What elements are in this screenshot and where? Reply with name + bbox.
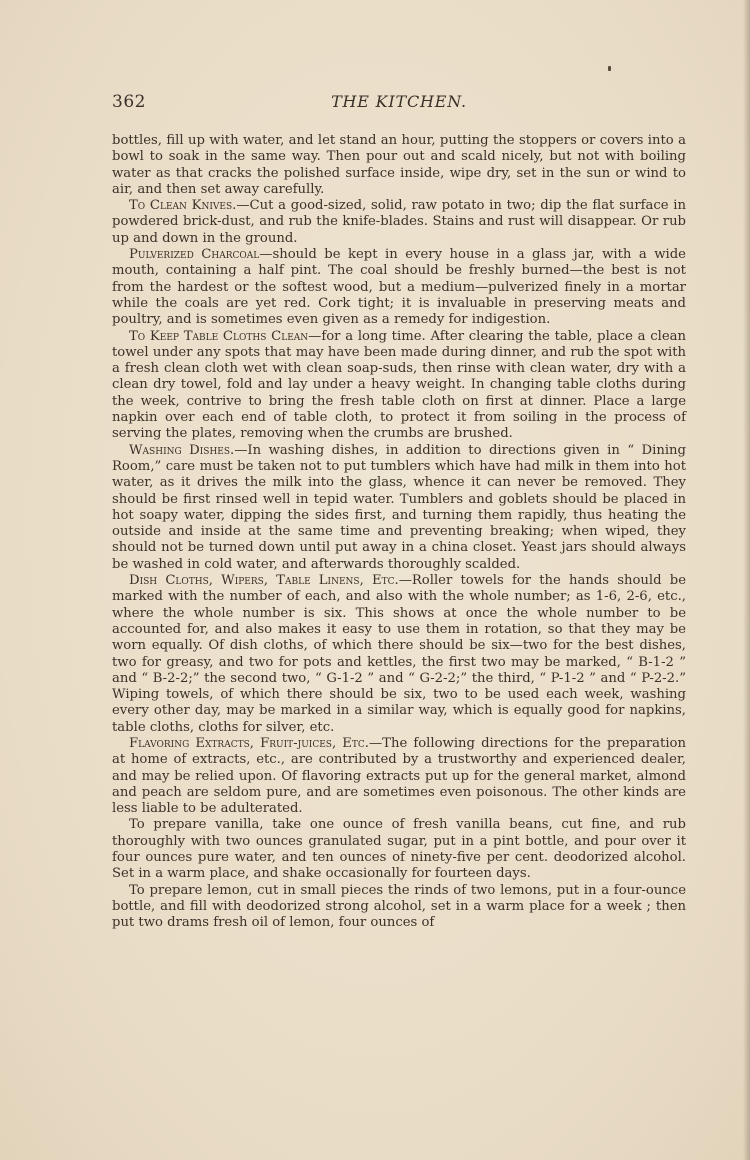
running-head: THE KITCHEN. [331,92,467,111]
paragraph-text: —The following directions for the preparation at home of extracts, etc., are contributed by a trustworthy and experienced dealer, and may be relied upon. Of flavoring extracts put up for the general market, almond and peach are seldom pure, and are sometimes even poisonous. The other kinds are less liable to be adulterated. [112,735,686,817]
paragraph-lemon [112,883,686,932]
paragraph-heading: To Keep Table Cloths Clean [129,328,309,344]
paragraph-text: To prepare lemon, cut in small pieces the rinds of two lemons, put in a four-ounce bottle, and fill with deodorized strong alcohol, set in a warm place for a week ; then put two drams fresh oil of lemon, four ounces of [112,882,686,931]
paragraph-dish-cloths [112,573,686,736]
paragraph-continuation: bottles, fill up with water, and let stand an hour, putting the stoppers or covers into a bowl to soak in the same way. Then pour out and scald nicely, but not with boiling water as that cracks the polished surface inside, wipe dry, set in the sun or wind to air, and then set away carefully. [112,133,686,197]
paragraph-washing-dishes [112,443,686,573]
paragraph-heading: Flavoring Extracts, Fruit-juices, Etc. [129,735,369,751]
paragraph-pulverized-charcoal [112,247,686,328]
paragraph-text: To prepare vanilla, take one ounce of fresh vanilla beans, cut fine, and rub thoroughly with two ounces granulated sugar, put in a pint bottle, and pour over it four ounces pure water, and ten ounces of ninety-five per cent. deodorized alcohol. Set in a warm place, and shake occasionally for fourteen days. [112,817,686,882]
paragraph-text: —In washing dishes, in addition to directions given in “ Dining Room,” care must be taken not to put tumblers which have had milk in them into hot water, as it drives the milk into the glass, whence it can never be removed. They should be first rinsed well in tepid water. Tumblers and goblets should be placed in hot soapy water, dipping the sides first, and turning them rapidly, thus heating the outside and inside at the same time and preventing breaking; when wiped, they should not be turned down until put away in a china closet. Yeast jars should always be washed in cold water, and afterwards thoroughly scalded. [112,442,686,572]
paragraph-flavoring-extracts [112,736,686,817]
paragraph-table-cloths [112,329,686,443]
paragraph-heading: Dish Cloths, Wipers, Table Linens, Etc. [129,573,399,589]
page-header [112,92,686,116]
paragraph-clean-knives [112,198,686,247]
paragraph-text: —for a long time. After clearing the table, place a clean towel under any spots that may have been made during dinner, and rub the spot with a fresh clean cloth wet with clean soap-suds, then rinse with clean water, dry with a clean dry towel, fold and lay under a heavy weight. In changing table cloths during the week, contrive to bring the fresh table cloth on first at dinner. Place a large napkin over each end of table cloth, to protect it from soiling in the process of serving the plates, removing when the crumbs are brushed. [112,328,686,442]
paragraph-vanilla [112,817,686,882]
paragraph-heading: Washing Dishes. [129,442,235,458]
body-text [112,133,686,932]
page-edge-shadow [743,0,750,1160]
page-number: 362 [112,92,146,112]
paragraph-text: —Roller towels for the hands should be marked with the number of each, and also with the whole number; as 1-6, 2-6, etc., where the whole number is six. This shows at once the whole number to be accounted for, and also makes it easy to use them in rotation, so that they may be worn equally. Of dish cloths, of which there should be six—two for the best dishes, two for greasy, and two for pots and kettles, the first two may be marked, “ B-1-2 ” and “ B-2-2;” the second two, “ G-1-2 ” and “ G-2-2;” the third, “ P-1-2 ” and “ P-2-2.” Wiping towels, of which there should be six, two to be used each week, washing every other day, may be marked in a similar way, which is equally good for napkins, table cloths, cloths for silver, etc. [112,573,687,735]
paragraph-heading: Pulverized Charcoal [129,247,260,263]
ink-speck [608,66,611,71]
paragraph-text: —Cut a good-sized, solid, raw potato in two; dip the flat surface in powdered brick-dust, and rub the knife-blades. Stains and rust will disappear. Or rub up and down in the ground. [112,198,686,246]
paragraph-text: —should be kept in every house in a glass jar, with a wide mouth, containing a half pint. The coal should be freshly burned—the best is not from the hardest or the softest wood, but a medium—pulverized finely in a mortar while the coals are yet red. Cork tight; it is invaluable in preserving meats and poultry, and is sometimes even given as a remedy for indigestion. [112,247,686,328]
paragraph-heading: To Clean Knives. [129,198,237,214]
